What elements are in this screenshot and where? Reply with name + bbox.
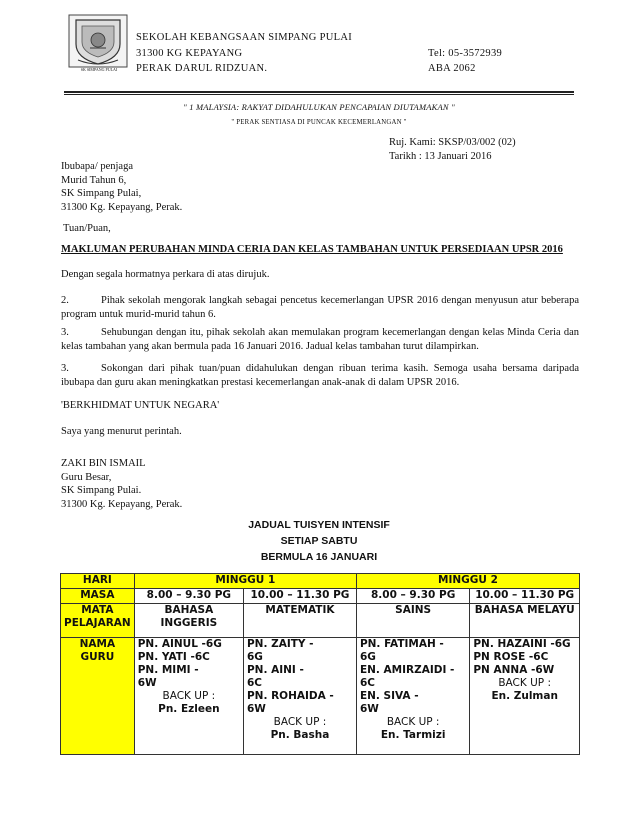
table-row — [61, 604, 580, 638]
school-address-2: PERAK DARUL RIDZUAN. — [136, 63, 268, 74]
backup-teacher: En. Tarmizi — [380, 729, 446, 741]
subject-cell: MATEMATIK — [243, 604, 356, 638]
label-nama: NAMA — [79, 638, 116, 650]
backup-teacher: Pn. Basha — [270, 729, 330, 741]
backup-label: BACK UP : — [273, 716, 327, 728]
school-tel: Tel: 05-3572939 — [428, 47, 503, 59]
teacher-name: 6G — [359, 651, 376, 663]
reference-number: Ruj. Kami: SKSP/03/002 (02) — [389, 137, 516, 148]
label-nama-guru — [61, 638, 135, 755]
backup-teacher: En. Zulman — [491, 690, 558, 702]
salutation: Tuan/Puan, — [63, 223, 111, 234]
header-rule — [64, 91, 574, 93]
schedule-table — [60, 573, 580, 755]
motto-line-1: " 1 MALAYSIA: RAKYAT DIDAHULUKAN PENCAPAIAN DIUTAMAKAN " — [183, 102, 455, 112]
school-code: ABA 2062 — [428, 63, 476, 74]
teacher-name: 6W — [137, 677, 157, 689]
label-pelajaran: PELAJARAN — [64, 617, 131, 629]
time-slot: 8.00 – 9.30 PG — [134, 589, 243, 604]
label-hari: HARI — [61, 574, 135, 589]
paragraph-3 — [61, 326, 579, 353]
teacher-name: PN. ZAITY - — [246, 638, 314, 650]
teacher-cell — [243, 638, 356, 755]
schedule-title: JADUAL TUISYEN INTENSIF — [248, 519, 390, 531]
motto-line-2: " PERAK SENTIASA DI PUNCAK KECEMERLANGAN " — [231, 119, 407, 126]
signature-school: SK Simpang Pulai. — [61, 485, 142, 496]
header-rule-thin — [64, 94, 574, 95]
teacher-name: PN ANNA -6W — [473, 664, 555, 676]
teacher-name: PN ROSE -6C — [473, 651, 549, 663]
teacher-name: PN. MIMI - — [137, 664, 199, 676]
schedule-subtitle: SETIAP SABTU — [280, 535, 358, 547]
teacher-cell — [356, 638, 469, 755]
week-1-header: MINGGU 1 — [134, 574, 356, 589]
paragraph-text: Pihak sekolah mengorak langkah sebagai pencetus kecemerlangan UPSR 2016 dengan menyusun atur beberapa program untuk murid-murid tahun 6. — [61, 295, 579, 320]
teacher-name: PN. HAZAINI -6G — [473, 638, 571, 650]
label-masa: MASA — [61, 589, 135, 604]
teacher-cell — [470, 638, 580, 755]
signature-title: Guru Besar, — [61, 471, 112, 483]
recipient-line: Ibubapa/ penjaga — [61, 161, 134, 172]
backup-label: BACK UP : — [162, 690, 216, 702]
paragraph-number: 3. — [61, 327, 69, 338]
closing-line: Saya yang menurut perintah. — [61, 426, 182, 437]
paragraph-1: Dengan segala hormatnya perkara di atas dirujuk. — [61, 269, 270, 280]
week-2-header: MINGGU 2 — [356, 574, 579, 589]
schedule-start: BERMULA 16 JANUARI — [260, 551, 378, 563]
time-slot: 10.00 – 11.30 PG — [470, 589, 580, 604]
backup-label: BACK UP : — [386, 716, 440, 728]
teacher-name: 6G — [246, 651, 263, 663]
table-row — [61, 574, 580, 589]
paragraph-text: Sokongan dari pihak tuan/puan didahulukan dengan ribuan terima kasih. Semoga usaha bersama daripada ibubapa dan guru akan meningkatkan prestasi kecemerlangan anak-anak di dalam UPSR 2016. — [61, 363, 579, 388]
subject-cell: BAHASA MELAYU — [470, 604, 580, 638]
recipient-line: SK Simpang Pulai, — [61, 188, 142, 199]
teacher-cell — [134, 638, 243, 755]
label-mata-pelajaran — [61, 604, 135, 638]
subject-cell: BAHASA INGGERIS — [134, 604, 243, 638]
school-name: SEKOLAH KEBANGSAAN SIMPANG PULAI — [136, 32, 353, 43]
label-guru: GURU — [80, 651, 115, 663]
teacher-name: PN. YATI -6C — [137, 651, 210, 663]
recipient-address — [61, 160, 182, 214]
signature-name: ZAKI BIN ISMAIL — [61, 458, 146, 469]
teacher-name: EN. AMIRZAIDI - — [359, 664, 455, 676]
time-slot: 8.00 – 9.30 PG — [356, 589, 469, 604]
teacher-name: 6C — [359, 677, 375, 689]
teacher-name: 6W — [246, 703, 266, 715]
recipient-line: Murid Tahun 6, — [61, 174, 127, 186]
teacher-name: PN. AINUL -6G — [137, 638, 222, 650]
label-mata: MATA — [81, 604, 114, 616]
paragraph-number: 2. — [61, 295, 69, 306]
letter-subject: MAKLUMAN PERUBAHAN MINDA CERIA DAN KELAS TAMBAHAN UNTUK PERSEDIAAN UPSR 2016 — [61, 244, 563, 255]
teacher-name: PN. ROHAIDA - — [246, 690, 334, 702]
teacher-name: 6C — [246, 677, 262, 689]
backup-label: BACK UP : — [498, 677, 551, 689]
paragraph-number: 3. — [61, 363, 69, 374]
recipient-line: 31300 Kg. Kepayang, Perak. — [61, 201, 183, 213]
table-row — [61, 589, 580, 604]
school-logo — [68, 14, 128, 68]
signature-block — [61, 457, 182, 511]
teacher-name: PN. AINI - — [246, 664, 304, 676]
teacher-name: PN. FATIMAH - — [359, 638, 444, 650]
closing-motto: 'BERKHIDMAT UNTUK NEGARA' — [61, 400, 220, 411]
table-row — [61, 638, 580, 755]
signature-address: 31300 Kg. Kepayang, Perak. — [61, 498, 183, 510]
teacher-name: EN. SIVA - — [359, 690, 419, 702]
backup-teacher: Pn. Ezleen — [158, 703, 220, 715]
subject-cell: SAINS — [356, 604, 469, 638]
paragraph-2 — [61, 294, 579, 321]
logo-caption: SK SIMPANG PULAI — [80, 67, 118, 72]
paragraph-4 — [61, 362, 579, 389]
teacher-name: 6W — [359, 703, 379, 715]
time-slot: 10.00 – 11.30 PG — [243, 589, 356, 604]
school-address-1: 31300 KG KEPAYANG — [136, 47, 243, 59]
paragraph-text: Sehubungan dengan itu, pihak sekolah akan memulakan program kecemerlangan dengan kelas Minda Ceria dan kelas tambahan yang akan bermula pada 16 Januari 2016. Jadual kelas tambahan turut dilampirkan. — [61, 327, 579, 352]
reference-date: Tarikh : 13 Januari 2016 — [389, 151, 492, 162]
